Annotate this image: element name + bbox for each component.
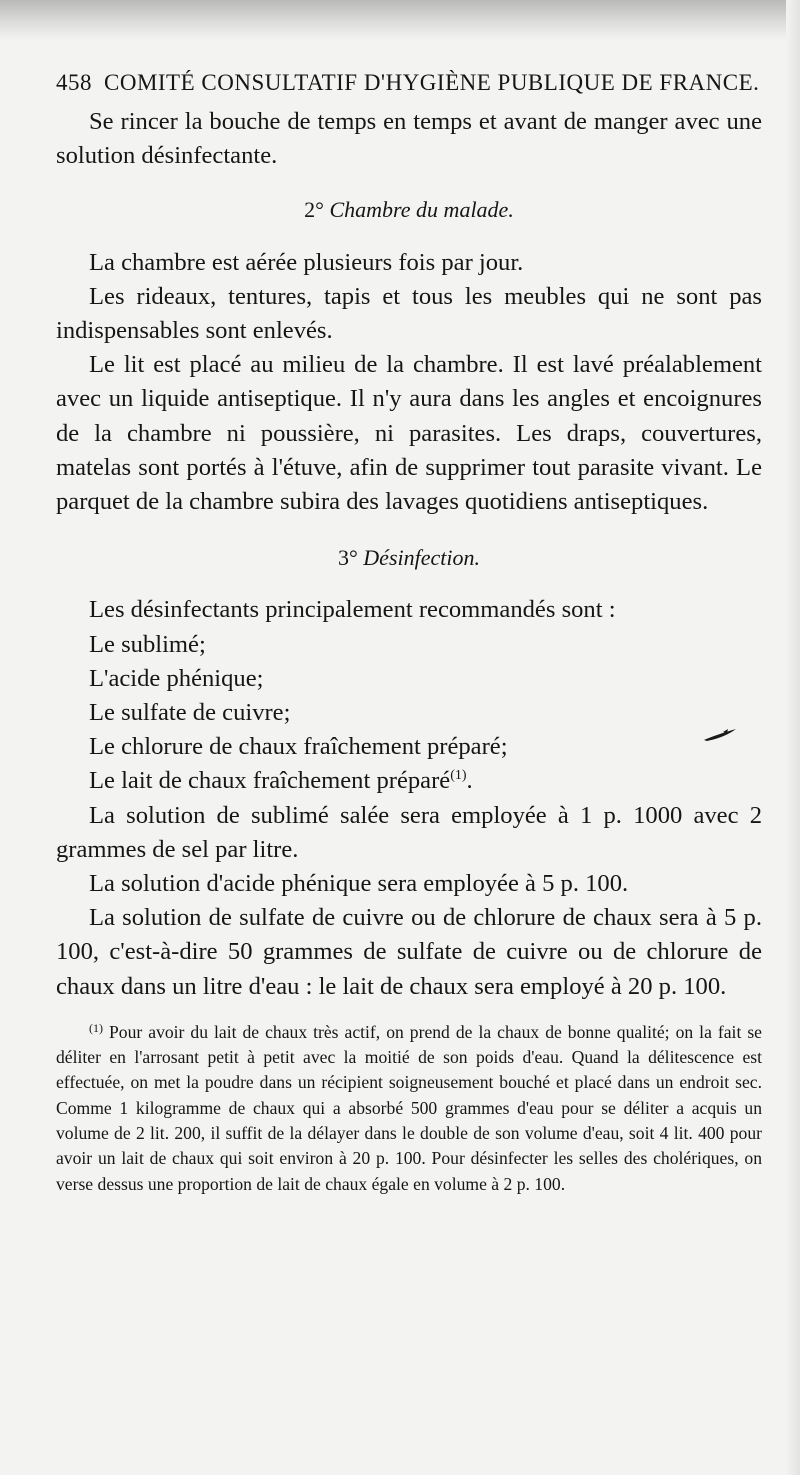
list-item-with-note: Le lait de chaux fraîchement préparé$^{(1)}$. [89,767,473,795]
paragraph: La chambre est aérée plusieurs fois par jour. [89,248,524,276]
page-body [56,105,762,1004]
section-heading-chambre [56,193,762,227]
paragraph: La solution de sulfate de cuivre ou de chlorure de chaux sera à 5 p. 100, c'est-à-dire 50 grammes de sulfate de cuivre ou de chlorure de chaux dans un litre d'eau : le lait de chaux sera employé à 20 p. 100. [56,904,762,1000]
page-top-edge [0,0,800,40]
intro-paragraph: Se rincer la bouche de temps en temps et avant de manger avec une solution désinfectante. [56,108,762,170]
running-title: COMITÉ CONSULTATIF D'HYGIÈNE PUBLIQUE DE FRANCE. [104,70,760,95]
list-item: Le sulfate de cuivre; [89,699,291,727]
section-heading-desinfection [56,541,762,575]
section-title: Désinfection. [363,545,480,571]
section-title: Chambre du malade. [329,197,514,223]
footnote-marker: (1) [89,1020,103,1035]
page-right-edge [786,0,800,1475]
footnote-text: Pour avoir du lait de chaux très actif, on prend de la chaux de bonne qualité; on la fait se déliter en l'arrosant petit à petit avec la moitié de son poids d'eau. Quand la délitescence est effectuée, on met la poudre dans un récipient soigneusement bouché et placé dans un endroit sec. Comme 1 kilogramme de chaux qui a absorbé 500 grammes d'eau pour se déliter a acquis un volume de 2 lit. 200, il suffit de la délayer dans le double de son volume d'eau, soit 4 lit. 400 pour avoir un lait de chaux qui soit environ à 20 p. 100. Pour désinfecter les selles des cholériques, on verse dessus une proportion de lait de chaux égale en volume à 2 p. 100. [56,1021,762,1194]
list-item: Le chlorure de chaux fraîchement préparé; [89,733,508,761]
list-item: L'acide phénique; [89,664,264,692]
section-number: 2° [304,197,324,223]
section-number: 3° [337,545,358,571]
document-page [56,70,762,1197]
footnote [56,1020,762,1197]
page-number: 458 [56,70,92,95]
paragraph: Les rideaux, tentures, tapis et tous les meubles qui ne sont pas indispensables sont enlevés. [56,282,762,345]
list-item: Le sublimé; [89,630,206,658]
paragraph: Le lit est placé au milieu de la chambre. Il est lavé préalablement avec un liquide antiseptique. Il n'y aura dans les angles et encoignures de la chambre ni poussière, ni parasites. Les draps, couvertures, matelas sont portés à l'étuve, afin de supprimer tout parasite vivant. Le parquet de la chambre subira des lavages quotidiens antiseptiques. [56,351,762,516]
running-header [56,70,762,96]
ink-blot-mark [703,728,737,742]
disinfectants-intro: Les désinfectants principalement recommandés sont : [89,596,616,624]
footnote-reference[interactable]: (1) [450,768,467,784]
paragraph: La solution d'acide phénique sera employée à 5 p. 100. [89,870,629,898]
list-item-text: Le lait de chaux fraîchement préparé [89,767,451,795]
paragraph: La solution de sublimé salée sera employée à 1 p. 1000 avec 2 grammes de sel par litre. [56,801,762,863]
